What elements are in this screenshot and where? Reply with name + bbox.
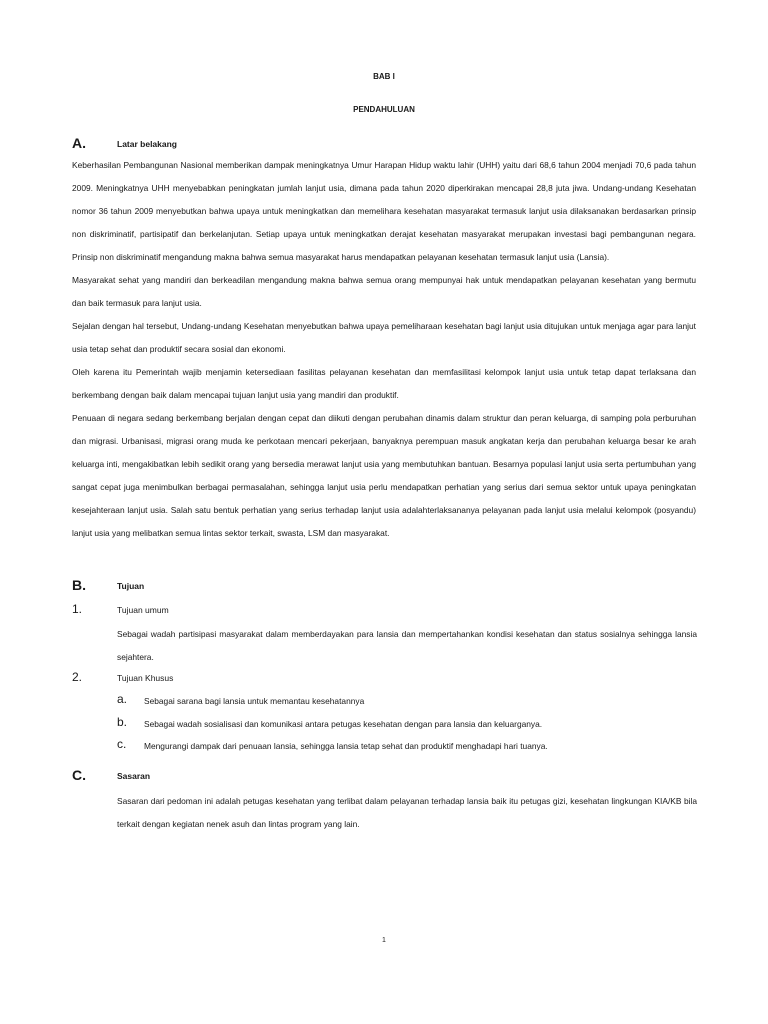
section-b-title: Tujuan — [117, 581, 145, 591]
paragraph: Sejalan dengan hal tersebut, Undang-undang Kesehatan menyebutkan bahwa upaya pemeliharaan kesehatan bagi lanjut usia ditujukan untuk menjaga agar para lanjut usia tetap sehat dan produktif secara sosial dan ekonomi. — [72, 321, 696, 354]
sub-text: Sebagai wadah sosialisasi dan komunikasi antara petugas kesehatan dengan para lansia dan keluarganya. — [144, 719, 543, 729]
section-c-mark: C. — [72, 767, 86, 783]
paragraph: Sebagai wadah partisipasi masyarakat dalam memberdayakan para lansia dan mempertahankan kondisi kesehatan dan status sosialnya sehingga lansia sejahtera. — [117, 629, 697, 662]
sub-letter: b. — [117, 715, 128, 729]
sub-text: Mengurangi dampak dari penuaan lansia, sehingga lansia tetap sehat dan produktif menghadapi hari tuanya. — [144, 741, 548, 751]
section-a-body — [72, 154, 696, 545]
goal-number: 1. — [72, 602, 83, 616]
goal-number: 2. — [72, 670, 83, 684]
paragraph: Masyarakat sehat yang mandiri dan berkeadilan mengandung makna bahwa semua orang mempunyai hak untuk mendapatkan pelayanan kesehatan yang bermutu dan baik termasuk para lanjut usia. — [72, 275, 696, 308]
section-c-title: Sasaran — [117, 771, 151, 781]
sub-letter: a. — [117, 692, 128, 706]
sub-text: Sebagai sarana bagi lansia untuk memantau kesehatannya — [144, 696, 365, 706]
paragraph: Sasaran dari pedoman ini adalah petugas kesehatan yang terlibat dalam pelayanan terhadap lansia baik itu petugas gizi, kesehatan lingkungan KIA/KB bila terkait dengan kegiatan nenek asuh dan lintas program yang lain. — [117, 796, 697, 829]
section-c-text — [117, 790, 697, 836]
chapter-label: BAB I — [373, 72, 395, 81]
paragraph: Keberhasilan Pembangunan Nasional memberikan dampak meningkatnya Umur Harapan Hidup waktu lahir (UHH) yaitu dari 68,6 tahun 2004 menjadi 70,6 pada tahun 2009. Meningkatnya UHH menyebabkan peningkatan jumlah lanjut usia, dimana pada tahun 2020 diperkirakan mencapai 28,8 juta jiwa. Undang-undang Kesehatan nomor 36 tahun 2009 menyebutkan bahwa upaya untuk meningkatkan dan memelihara kesehatan masyarakat termasuk lanjut usia dilaksanakan berdasarkan prinsip non diskriminatif, partisipatif dan berkelanjutan. Setiap upaya untuk meningkatkan derajat kesehatan masyarakat merupakan investasi bagi pembangunan negara. Prinsip non diskriminatif mengandung makna bahwa semua masyarakat harus mendapatkan pelayanan kesehatan termasuk lanjut usia (Lansia). — [72, 160, 696, 262]
goal-label: Tujuan umum — [117, 605, 169, 615]
paragraph: Penuaan di negara sedang berkembang berjalan dengan cepat dan diikuti dengan perubahan dinamis dalam struktur dan peran keluarga, di samping pola perburuhan dan migrasi. Urbanisasi, migrasi orang muda ke perkotaan mencari pekerjaan, banyaknya perempuan masuk angkatan kerja dan perubahan keluarga besar ke arah keluarga inti, mengakibatkan lebih sedikit orang yang bersedia merawat lanjut usia yang membutuhkan bantuan. Besarnya populasi lanjut usia serta pertumbuhan yang sangat cepat juga menimbulkan berbagai permasalahan, sehingga lanjut usia perlu mendapatkan perhatian yang serius dari semua sektor untuk upaya peningkatan kesejahteraan lanjut usia. Salah satu bentuk perhatian yang serius terhadap lanjut usia adalahterlaksananya pelayanan pada lanjut usia melalui kelompok (posyandu) lanjut usia yang melibatkan semua lintas sektor terkait, swasta, LSM dan masyarakat. — [72, 413, 696, 538]
page-number: 1 — [382, 937, 386, 944]
goal-label: Tujuan Khusus — [117, 673, 174, 683]
goal-1-text — [117, 623, 697, 669]
section-a-title: Latar belakang — [117, 139, 177, 149]
paragraph: Oleh karena itu Pemerintah wajib menjamin ketersediaan fasilitas pelayanan kesehatan dan memfasilitasi kelompok lanjut usia untuk tetap dapat terlaksana dan berkembang dengan baik dalam mencapai tujuan lanjut usia yang mandiri dan produktif. — [72, 367, 696, 400]
section-b-mark: B. — [72, 577, 86, 593]
sub-letter: c. — [117, 737, 127, 751]
chapter-title: PENDAHULUAN — [353, 105, 415, 114]
section-a-mark: A. — [72, 135, 86, 151]
